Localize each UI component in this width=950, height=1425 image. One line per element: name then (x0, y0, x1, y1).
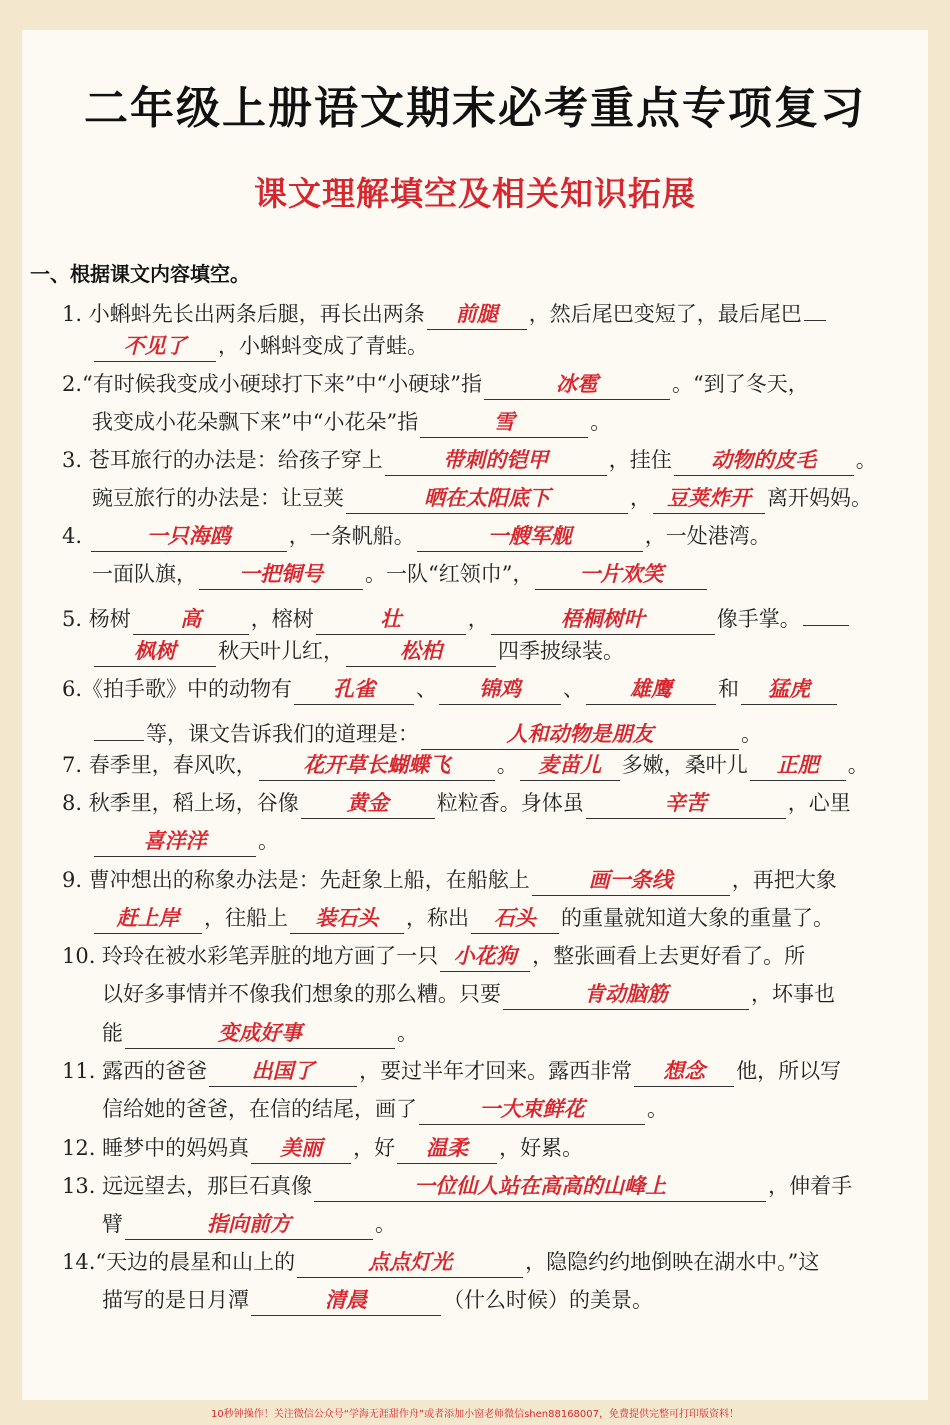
question-text: 他，所以写 (736, 1059, 842, 1083)
question-9-line-1 (62, 862, 837, 898)
question-text: 10. 玲玲在被水彩笔弄脏的地方画了一只 (62, 944, 439, 968)
answer-blank[interactable]: 不见了 (94, 331, 216, 362)
question-text: 。一队“红领巾”， (365, 562, 534, 586)
answer-blank[interactable]: 一把铜号 (199, 559, 363, 590)
section-heading: 一、根据课文内容填空。 (30, 262, 250, 286)
question-14-line-1 (62, 1244, 819, 1280)
question-13-line-1 (62, 1168, 852, 1204)
question-text: 14.“天边的晨星和山上的 (62, 1250, 296, 1274)
question-10-line-1 (62, 938, 805, 974)
question-text: 5. 杨树 (62, 607, 131, 631)
answer-blank[interactable]: 雪 (420, 407, 588, 438)
answer-blank[interactable]: 装石头 (290, 903, 404, 934)
answer-blank[interactable]: 赶上岸 (94, 903, 202, 934)
answer-blank[interactable]: 人和动物是朋友 (421, 719, 739, 750)
question-text: ，一处港湾。 (644, 524, 771, 548)
question-text: 13. 远远望去，那巨石真像 (62, 1174, 313, 1198)
answer-blank[interactable]: 一位仙人站在高高的山峰上 (314, 1171, 766, 1202)
question-text: 和 (718, 677, 740, 701)
question-13-line-2 (102, 1206, 396, 1242)
question-1-line-1 (62, 290, 828, 326)
answer-blank[interactable]: 美丽 (251, 1133, 351, 1164)
question-text: ，好 (353, 1136, 396, 1160)
answer-blank[interactable]: 孔雀 (294, 674, 414, 705)
answer-blank[interactable]: 肯动脑筋 (503, 979, 749, 1010)
answer-blank[interactable]: 石头 (471, 903, 559, 934)
question-11-line-2 (102, 1091, 668, 1127)
question-9-line-2 (92, 900, 834, 936)
question-text: 豌豆旅行的办法是：让豆荚 (92, 486, 344, 510)
answer-blank[interactable] (803, 595, 849, 626)
question-text: 描写的是日月潭 (102, 1288, 249, 1312)
answer-blank[interactable]: 晒在太阳底下 (346, 483, 628, 514)
answer-blank[interactable]: 锦鸡 (439, 674, 561, 705)
answer-blank[interactable]: 想念 (634, 1056, 734, 1087)
question-text: ，再把大象 (731, 868, 837, 892)
question-text: ，然后尾巴变短了，最后尾巴 (528, 302, 802, 326)
question-10-line-2 (102, 976, 835, 1012)
answer-blank[interactable]: 梧桐树叶 (491, 604, 715, 635)
question-text: 离开妈妈。 (767, 486, 872, 510)
answer-blank[interactable]: 指向前方 (125, 1209, 373, 1240)
question-text: 。 (741, 722, 762, 746)
answer-blank[interactable]: 点点灯光 (297, 1247, 523, 1278)
answer-blank[interactable]: 正肥 (750, 750, 846, 781)
answer-blank[interactable]: 一只海鸥 (91, 521, 287, 552)
answer-blank[interactable]: 画一条线 (532, 865, 730, 896)
answer-blank[interactable]: 出国了 (209, 1056, 357, 1087)
answer-blank[interactable]: 豆荚炸开 (653, 483, 765, 514)
question-3-line-1 (62, 442, 877, 478)
question-text: 8. 秋季里，稻上场，谷像 (62, 791, 299, 815)
question-2-line-1 (62, 366, 809, 402)
question-4-line-1 (62, 518, 771, 554)
answer-blank[interactable] (804, 290, 826, 321)
question-text: 4. (62, 524, 89, 548)
question-1-line-2 (92, 328, 428, 364)
question-text: 秋天叶儿红， (218, 639, 344, 663)
question-text: ，坏事也 (751, 982, 835, 1006)
question-text: ，一条帆船。 (288, 524, 415, 548)
question-text: 9. 曹冲想出的称象办法是：先赶象上船，在船舷上 (62, 868, 530, 892)
page-title: 二年级上册语文期末必考重点专项复习 (84, 83, 866, 134)
answer-blank[interactable]: 枫树 (94, 636, 216, 667)
question-text: 信给她的爸爸，在信的结尾，画了 (102, 1097, 417, 1121)
question-4-line-2 (92, 556, 709, 592)
question-text: 、 (563, 677, 585, 701)
question-text: ，挂住 (608, 448, 672, 472)
question-5-line-1 (62, 595, 851, 631)
question-text: 的重量就知道大象的重量了。 (561, 906, 834, 930)
question-text: ，称出 (406, 906, 469, 930)
question-10-line-3 (102, 1015, 418, 1051)
question-text: ，好累。 (499, 1136, 584, 1160)
answer-blank[interactable]: 一大束鲜花 (419, 1094, 645, 1125)
answer-blank[interactable]: 变成好事 (125, 1018, 395, 1049)
question-text: 。 (258, 829, 279, 853)
question-text: 2.“有时候我变成小硬球打下来”中“小硬球”指 (62, 372, 482, 396)
question-text: 7. 春季里，春风吹， (62, 753, 257, 777)
question-text: 。“到了冬天， (671, 372, 809, 396)
question-3-line-2 (92, 480, 872, 516)
answer-blank[interactable]: 一片欢笑 (535, 559, 707, 590)
question-text: 。 (847, 753, 869, 777)
question-text: 、 (416, 677, 438, 701)
question-7-line-1 (62, 747, 869, 783)
question-text: ，伸着手 (768, 1174, 853, 1198)
answer-blank[interactable]: 麦苗儿 (520, 750, 620, 781)
question-text: 11. 露西的爸爸 (62, 1059, 208, 1083)
answer-blank[interactable]: 温柔 (397, 1133, 497, 1164)
answer-blank[interactable]: 一艘军舰 (417, 521, 643, 552)
question-6-line-2 (92, 710, 762, 746)
question-text: 。 (496, 753, 518, 777)
question-text: ， (630, 486, 651, 510)
question-text: 四季披绿装。 (498, 639, 624, 663)
question-text: 12. 睡梦中的妈妈真 (62, 1136, 250, 1160)
question-text: 等，课文告诉我们的道理是： (146, 722, 419, 746)
question-text: 像手掌。 (716, 607, 801, 631)
question-text: ，小蝌蚪变成了青蛙。 (218, 334, 428, 358)
question-text: ，往船上 (204, 906, 288, 930)
question-text: 以好多事情并不像我们想象的那么糟。只要 (102, 982, 501, 1006)
answer-blank[interactable]: 动物的皮毛 (674, 445, 854, 476)
answer-blank[interactable]: 猛虎 (741, 674, 837, 705)
question-text: 臂 (102, 1212, 123, 1236)
answer-blank[interactable]: 小花狗 (440, 941, 530, 972)
question-2-line-2 (92, 404, 611, 440)
question-text: 我变成小花朵飘下来”中“小花朵”指 (92, 410, 419, 434)
question-8-line-1 (62, 785, 851, 821)
question-text: 。 (397, 1021, 418, 1045)
question-6-line-1 (62, 671, 839, 707)
question-text: （什么时候）的美景。 (443, 1288, 653, 1312)
question-11-line-1 (62, 1053, 841, 1089)
question-text: 。 (855, 448, 877, 472)
answer-blank[interactable]: 清晨 (251, 1285, 441, 1316)
question-text: 。 (590, 410, 612, 434)
question-14-line-2 (102, 1282, 653, 1318)
question-text: 3. 苍耳旅行的办法是：给孩子穿上 (62, 448, 383, 472)
question-text: ，榕树 (250, 607, 314, 631)
question-text: 6.《拍手歌》中的动物有 (62, 677, 293, 701)
answer-blank[interactable] (94, 710, 144, 741)
answer-blank[interactable]: 喜洋洋 (94, 826, 256, 857)
answer-blank[interactable]: 冰雹 (484, 369, 670, 400)
answer-blank[interactable]: 黄金 (301, 788, 435, 819)
question-text: 。 (375, 1212, 396, 1236)
page-subtitle: 课文理解填空及相关知识拓展 (254, 174, 696, 213)
question-text: ，整张画看上去更好看了。所 (532, 944, 806, 968)
answer-blank[interactable]: 壮 (316, 604, 466, 635)
footer-note: 10秒钟操作！关注微信公众号“学海无涯甜作舟”或者添加小窗老师微信shen88168007，免费提供完整可打印版资料！ (210, 1409, 740, 1420)
answer-blank[interactable]: 高 (133, 604, 249, 635)
question-text: 能 (102, 1021, 123, 1045)
question-text: 多嫩，桑叶儿 (621, 753, 748, 777)
answer-blank[interactable]: 辛苦 (586, 788, 786, 819)
question-text: 粒粒香。身体虽 (436, 791, 584, 815)
question-text: ， (467, 607, 489, 631)
question-5-line-2 (92, 633, 624, 669)
question-text: ，要过半年才回来。露西非常 (359, 1059, 633, 1083)
question-text: ，隐隐约约地倒映在湖水中。”这 (525, 1250, 820, 1274)
question-text: 一面队旗， (92, 562, 197, 586)
question-text: 。 (647, 1097, 668, 1121)
question-8-line-2 (92, 823, 279, 859)
answer-blank[interactable]: 前腿 (427, 299, 527, 330)
answer-blank[interactable]: 雄鹰 (586, 674, 716, 705)
answer-blank[interactable]: 松柏 (346, 636, 496, 667)
question-text: 1. 小蝌蚪先长出两条后腿，再长出两条 (62, 302, 425, 326)
question-text: ，心里 (787, 791, 851, 815)
answer-blank[interactable]: 带刺的铠甲 (385, 445, 607, 476)
question-12-line-1 (62, 1130, 583, 1166)
answer-blank[interactable]: 花开草长蝴蝶飞 (259, 750, 495, 781)
